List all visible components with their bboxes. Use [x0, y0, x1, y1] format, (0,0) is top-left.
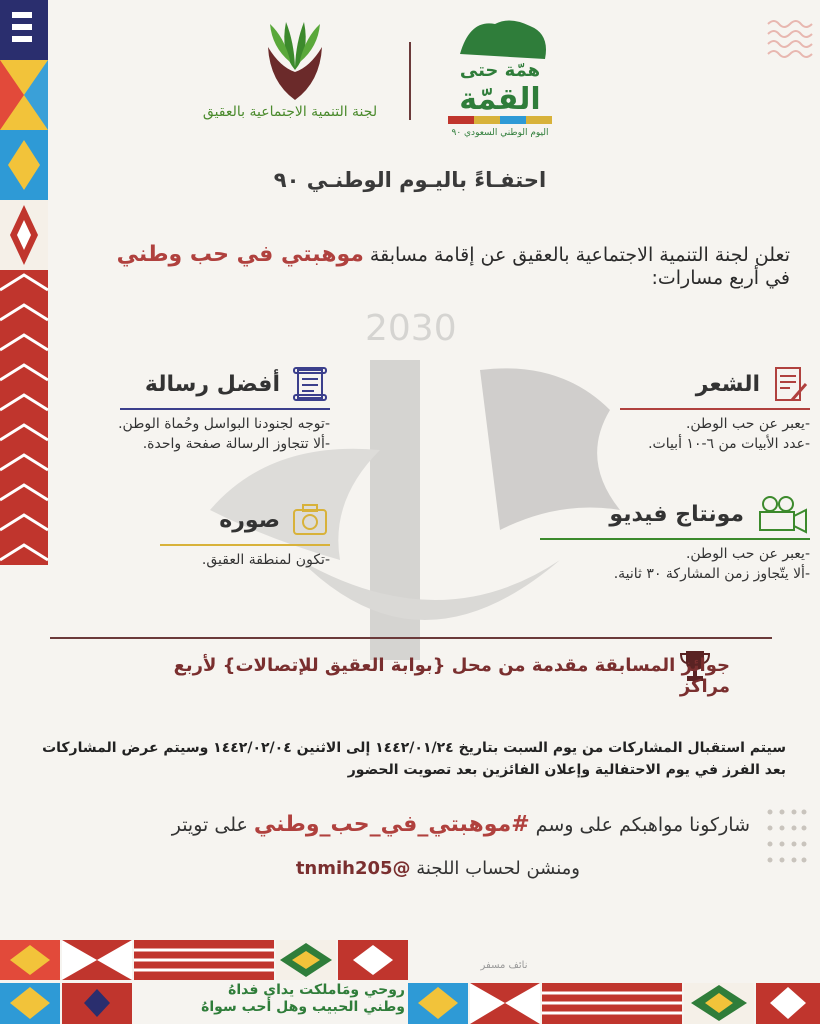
decorative-dots — [764, 806, 808, 876]
schedule-line2: بعد الفرز في يوم الاحتفالية وإعلان الفائزين بعد تصويت الحضور — [347, 761, 786, 778]
schedule-text — [40, 738, 786, 781]
share-line — [150, 812, 750, 837]
track-poetry-title: الشعر — [695, 371, 760, 397]
bottom-decorative-border — [0, 935, 820, 1024]
slogan-line2: وطني الحبيب وهل أحب سواهُ — [201, 998, 405, 1015]
share-hashtag[interactable]: #موهبتي_في_حب_وطني — [253, 812, 530, 837]
share-after: على تويتر — [171, 814, 254, 836]
event-logo-line2: القمّة — [459, 82, 541, 117]
track-letter-underline — [120, 408, 330, 410]
event-logo-subtitle: اليوم الوطني السعودي ٩٠ — [451, 128, 549, 138]
video-camera-icon — [754, 494, 810, 534]
schedule-line1: سيتم استقبال المشاركات من يوم السبت بتاريخ ١٤٤٢/٠١/٢٤ إلى الاثنين ١٤٤٢/٠٢/٠٤ وسيتم عرض المشاركات — [42, 740, 786, 756]
watermark-year: 2030 — [365, 308, 457, 349]
track-letter-item: -توجه لجنودنا البواسل وحُماة الوطن. — [118, 416, 330, 432]
share-before: شاركونا مواهبكم على وسم — [529, 814, 750, 836]
artist-signature: نائف مسفر — [480, 960, 528, 971]
header-divider — [409, 42, 411, 120]
headline: احتفـاءً باليـوم الوطنـي ٩٠ — [273, 168, 547, 192]
committee-name: لجنة التنمية الاجتماعية بالعقيق — [202, 104, 378, 120]
scroll-icon — [290, 364, 330, 404]
intro-before: تعلن لجنة التنمية الاجتماعية بالعقيق عن إقامة مسابقة — [363, 244, 790, 266]
camera-icon — [290, 500, 330, 540]
track-letter-title: أفضل رسالة — [144, 371, 280, 397]
event-logo-line1: همّة حتى — [459, 60, 541, 81]
track-poetry — [570, 364, 810, 452]
track-video — [490, 494, 810, 582]
twitter-handle[interactable]: @tnmih205 — [295, 858, 411, 879]
track-video-item: -ألا يتّجاوز زمن المشاركة ٣٠ ثانية. — [613, 566, 810, 582]
slogan-line1: روحي ومَاملكت يداي فداهُ — [228, 982, 405, 998]
intro-paragraph — [90, 242, 790, 289]
decorative-waves — [766, 14, 814, 64]
track-video-title: مونتاج فيديو — [609, 501, 744, 527]
track-poetry-underline — [620, 408, 810, 410]
poem-slogan — [150, 982, 405, 1016]
track-poetry-item: -عدد الأبيات من ٦-١٠ أبيات. — [648, 436, 810, 452]
track-letter — [40, 364, 330, 452]
intro-after: في أربع مسارات: — [651, 267, 790, 289]
mention-line — [250, 858, 580, 879]
intro-highlight: موهبتي في حب وطني — [116, 242, 364, 267]
track-video-underline — [540, 538, 810, 540]
mention-text: ومنشن لحساب اللجنة — [416, 858, 580, 879]
track-photo-title: صوره — [219, 507, 280, 533]
track-photo-underline — [160, 544, 330, 546]
left-decorative-strip — [0, 0, 48, 565]
section-divider — [50, 637, 772, 639]
track-video-item: -يعبر عن حب الوطن. — [685, 546, 810, 562]
prize-text: جوائز المسابقة مقدمة من محل {بوابة العقيق للإتصالات} لأربع مراكز — [173, 655, 730, 697]
track-photo — [110, 500, 330, 568]
committee-logo — [250, 12, 340, 102]
document-pen-icon — [770, 364, 810, 404]
track-photo-item: -تكون لمنطقة العقيق. — [201, 552, 330, 568]
track-letter-item: -ألا تتجاوز الرسالة صفحة واحدة. — [142, 436, 330, 452]
track-poetry-item: -يعبر عن حب الوطن. — [685, 416, 810, 432]
